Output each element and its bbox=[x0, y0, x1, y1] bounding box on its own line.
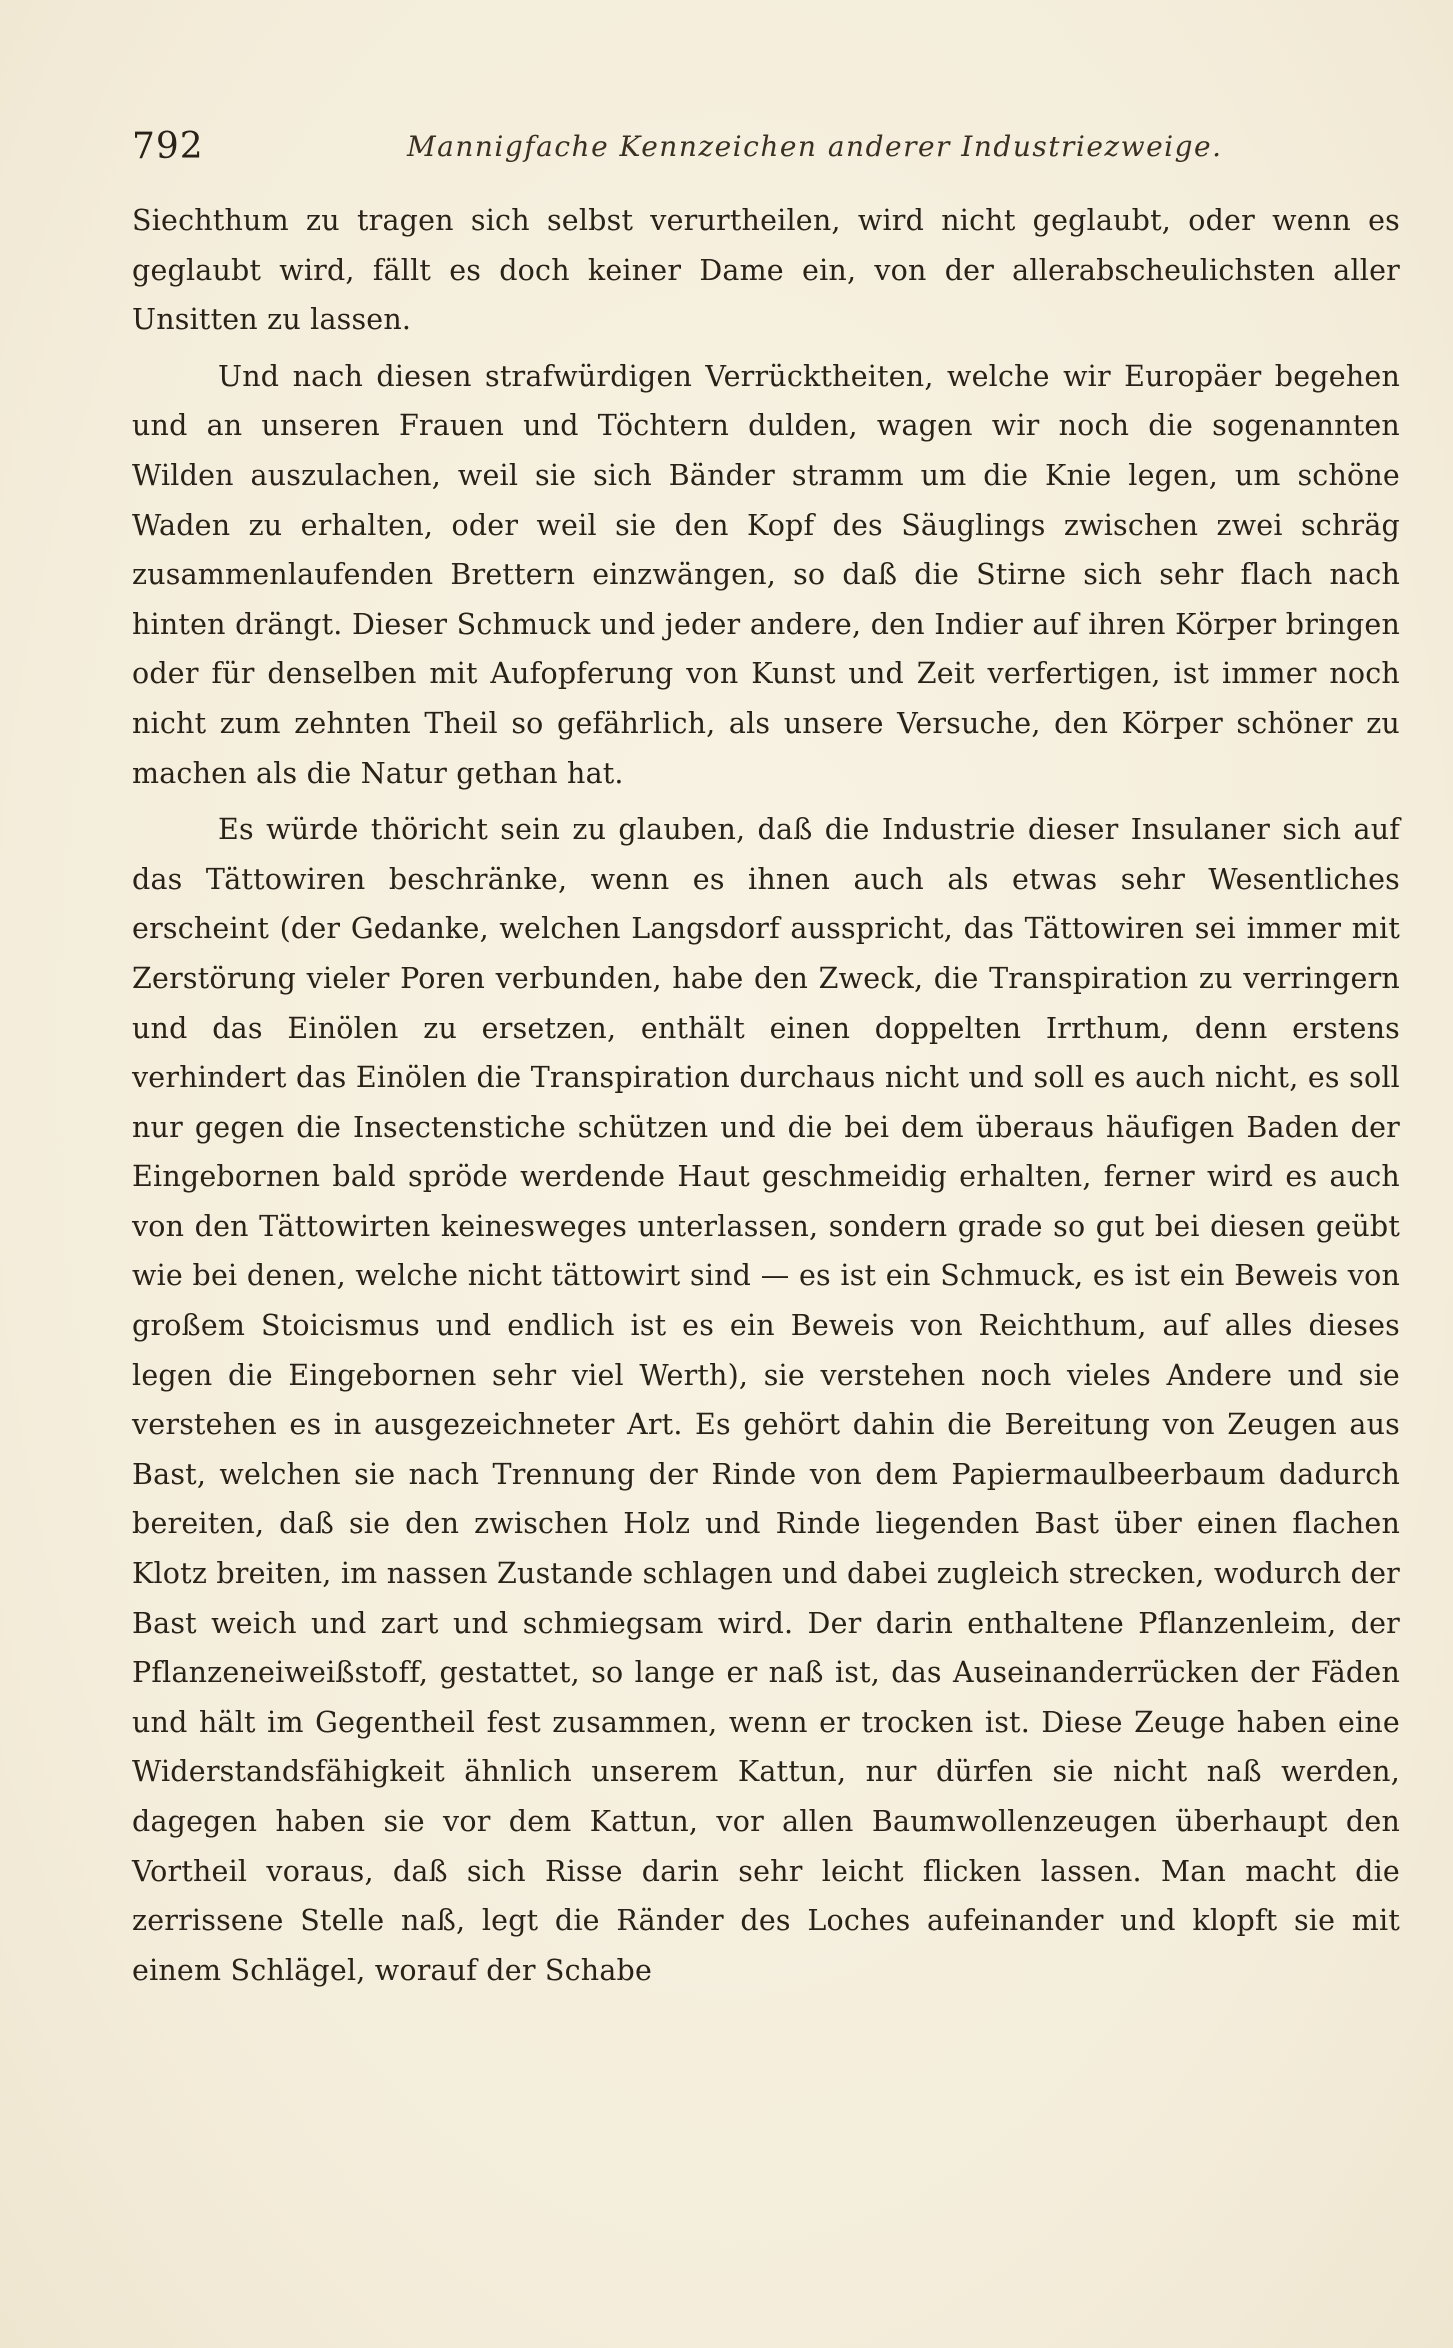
page-number: 792 bbox=[132, 126, 204, 167]
page-header bbox=[132, 122, 1407, 172]
paragraph-2: Und nach diesen strafwürdigen Verrücktheiten, welche wir Europäer begehen und an unseren Frauen und Töchtern dulden, wagen wir noch die sogenannten Wilden auszulachen, weil sie sich Bänder stramm um die Knie legen, um schöne Waden zu erhalten, oder weil sie den Kopf des Säuglings zwischen zwei schräg zusammenlaufenden Brettern einzwängen, so daß die Stirne sich sehr flach nach hinten drängt. Dieser Schmuck und jeder andere, den Indier auf ihren Körper bringen oder für denselben mit Aufopferung von Kunst und Zeit verfertigen, ist immer noch nicht zum zehnten Theil so gefährlich, als unsere Versuche, den Körper schöner zu machen als die Natur gethan hat. bbox=[132, 359, 1400, 790]
paragraph-1: Siechthum zu tragen sich selbst verurtheilen, wird nicht geglaubt, oder wenn es geglaubt wird, fällt es doch keiner Dame ein, von der allerabscheulichsten aller Unsitten zu lassen. bbox=[132, 204, 1400, 337]
body-text bbox=[132, 196, 1400, 1995]
running-title: Mannigfache Kennzeichen anderer Industriezweige. bbox=[407, 130, 1223, 163]
paragraph-3: Es würde thöricht sein zu glauben, daß die Industrie dieser Insulaner sich auf das Tättowiren beschränke, wenn es ihnen auch als etwas sehr Wesentliches erscheint (der Gedanke, welchen Langsdorf ausspricht, das Tättowiren sei immer mit Zerstörung vieler Poren verbunden, habe den Zweck, die Transpiration zu verringern und das Einölen zu ersetzen, enthält einen doppelten Irrthum, denn erstens verhindert das Einölen die Transpiration durchaus nicht und soll es auch nicht, es soll nur gegen die Insectenstiche schützen und die bei dem überaus häufigen Baden der Eingebornen bald spröde werdende Haut geschmeidig erhalten, ferner wird es auch von den Tättowirten keinesweges unterlassen, sondern grade so gut bei diesen geübt wie bei denen, welche nicht tättowirt sind — es ist ein Schmuck, es ist ein Beweis von großem Stoicismus und endlich ist es ein Beweis von Reichthum, auf alles dieses legen die Eingebornen sehr viel Werth), sie verstehen noch vieles Andere und sie verstehen es in ausgezeichneter Art. Es gehört dahin die Bereitung von Zeugen aus Bast, welchen sie nach Trennung der Rinde von dem Papiermaulbeerbaum dadurch bereiten, daß sie den zwischen Holz und Rinde liegenden Bast über einen flachen Klotz breiten, im nassen Zustande schlagen und dabei zugleich strecken, wodurch der Bast weich und zart und schmiegsam wird. Der darin enthaltene Pflanzenleim, der Pflanzeneiweißstoff, gestattet, so lange er naß ist, das Auseinanderrücken der Fäden und hält im Gegentheil fest zusammen, wenn er trocken ist. Diese Zeuge haben eine Widerstandsfähigkeit ähnlich unserem Kattun, nur dürfen sie nicht naß werden, dagegen haben sie vor dem Kattun, vor allen Baumwollenzeugen überhaupt den Vortheil voraus, daß sich Risse darin sehr leicht flicken lassen. Man macht die zerrissene Stelle naß, legt die Ränder des Loches aufeinander und klopft sie mit einem Schlägel, worauf der Schabe bbox=[132, 813, 1400, 1987]
